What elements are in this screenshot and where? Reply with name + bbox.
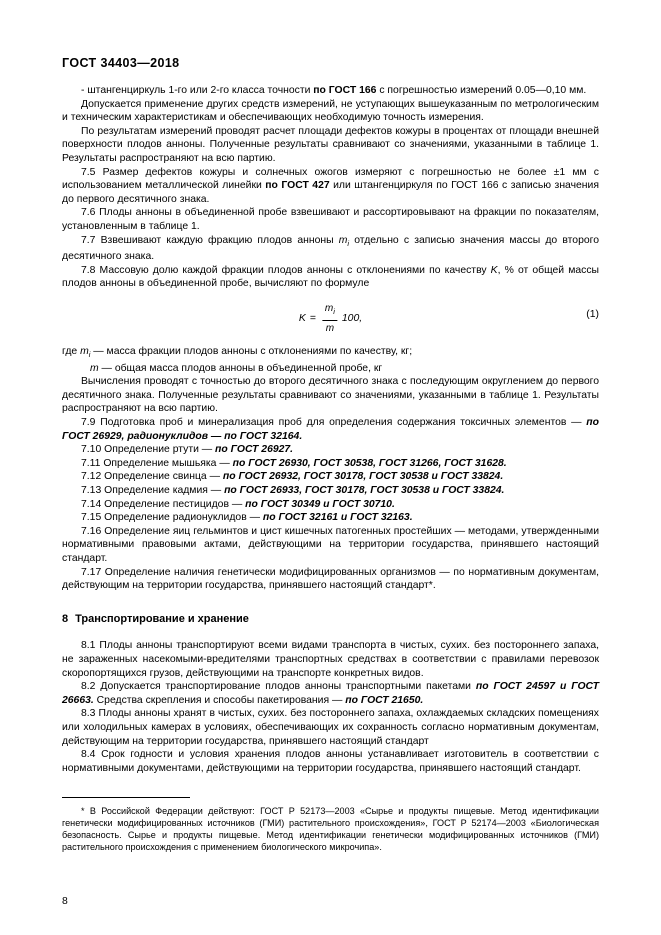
paragraph-calculation: Вычисления проводят с точностью до второго десятичного знака с последующим округлением до первого десятичного знака. Полученные результаты сравнивают со значениями, указанными в таблице 1. Результаты распространяют на всю партию.: [62, 376, 599, 415]
paragraph-7-8: [62, 264, 599, 291]
paragraph-7-9: [62, 416, 599, 443]
footnote-divider: [62, 797, 190, 798]
clause-7-8-symbol-k: K: [490, 264, 498, 276]
clause-7-8-text-1: 7.8 Массовую долю каждой фракции плодов анноны с отклонениями по качеству: [81, 264, 491, 276]
paragraph-7-15: [62, 511, 599, 525]
paragraph-allow-other: Допускается применение других средств измерений, не уступающих вышеуказанным по метрологическим и техническим характеристикам и обеспечивающих необходимую точность измерения.: [62, 98, 599, 124]
clause-7-7-symbol-m: m: [338, 234, 348, 246]
paragraph-8-4: 8.4 Срок годности и условия хранения плодов анноны устанавливает изготовитель в соответствии с нормативными документами, действующими на территории государства, принявшего настоящий стандарт.: [62, 749, 599, 774]
clause-7-5-text-2: или штангенциркуля по ГОСТ 166 с записью значения до первого десятичного знака.: [62, 180, 599, 205]
paragraph-7-11: [62, 457, 599, 471]
page-number: 8: [62, 896, 68, 907]
paragraph-where-1: [62, 345, 599, 362]
clause-7-5-text-1: 7.5 Размер дефектов кожуры и солнечных ожогов измеряют с погрешностью не более ±1 мм с использованием металлической линейки: [62, 166, 599, 192]
formula-lhs: K: [298, 312, 306, 324]
paragraph-results: По результатам измерений проводят расчет площади дефектов кожуры в процентах от площади внешней поверхности плодов анноны. Полученные результаты сравнивают со значениями, указанными в таблице 1. Результаты распространяют на всю партию.: [62, 125, 599, 164]
clause-7-10-text: 7.10 Определение ртути —: [81, 444, 216, 456]
clause-7-11-gost: по ГОСТ 26930, ГОСТ 30538, ГОСТ 31266, ГОСТ 31628.: [232, 457, 507, 469]
caliper-text-2: с погрешностью измерений 0.05—0,10 мм.: [376, 85, 587, 96]
caliper-text-1: - штангенциркуль 1-го или 2-го класса точности: [81, 85, 314, 96]
clause-8-2-text-1: 8.2 Допускается транспортирование плодов анноны транспортными пакетами: [81, 681, 476, 693]
where-desc-1: — масса фракции плодов анноны с отклонениями по качеству, кг;: [90, 345, 413, 357]
where-symbol-m: m: [80, 345, 89, 357]
formula-tail: 100,: [341, 312, 363, 324]
footnote-text: * В Российской Федерации действуют: ГОСТ Р 52173—2003 «Сырье и продукты пищевые. Метод идентификации генетически модифицированных источников (ГМИ) растительного происхождения», ГОСТ Р 52174—2003 «Биологическая безопасность. Сырье и продукты пищевые. Метод идентификации генетически модифицированных источников (ГМИ) растительного происхождения с применением биологического микрочипа».: [62, 806, 599, 853]
section-title-text: Транспортирование и хранение: [75, 612, 249, 625]
clause-7-11-text: 7.11 Определение мышьяка —: [81, 457, 233, 469]
clause-7-14-text: 7.14 Определение пестицидов —: [81, 498, 246, 510]
clause-7-12-gost: по ГОСТ 26932, ГОСТ 30178, ГОСТ 30538 и ГОСТ 33824.: [222, 471, 504, 483]
formula-numerator: [322, 302, 338, 320]
paragraph-7-10: [62, 443, 599, 457]
paragraph-7-16: 7.16 Определение яиц гельминтов и цист кишечных патогенных простейших — методами, утвержденными нормативными правовыми актами, действующими на территории государства, принявшего настоящий стандарт.: [62, 525, 599, 564]
clause-7-7-text-2: отдельно с записью значения массы до второго десятичного знака.: [62, 234, 599, 263]
clause-8-2-text-2: Средства скрепления и способы пакетирования —: [93, 694, 346, 706]
clause-7-15-gost: по ГОСТ 32161 и ГОСТ 32163.: [262, 512, 413, 524]
paragraph-7-7: [62, 234, 599, 264]
clause-7-9-gost: по ГОСТ 26929, радионуклидов — по ГОСТ 32164.: [62, 417, 599, 442]
paragraph-7-12: [62, 470, 599, 484]
formula-fraction: [322, 302, 338, 335]
where-symbol-m-sub: i: [88, 350, 91, 360]
clause-7-9-text: 7.9 Подготовка проб и минерализация проб для определения содержания токсичных элементов —: [81, 417, 587, 429]
clause-7-15-text: 7.15 Определение радионуклидов —: [81, 512, 263, 524]
paragraph-7-6: 7.6 Плоды анноны в объединенной пробе взвешивают и рассортировывают на фракции по показателям, установленным в таблице 1.: [62, 207, 599, 232]
paragraph-7-17: 7.17 Определение наличия генетически модифицированных организмов — по нормативным документам, действующим на территории государства, принявшего настоящий стандарт*.: [62, 566, 599, 592]
clause-7-12-text: 7.12 Определение свинца —: [81, 471, 223, 483]
section-number: 8: [62, 612, 69, 625]
clause-7-8-text-2: , % от общей массы плодов анноны в объединенной пробе, вычисляют по формуле: [62, 264, 600, 290]
clause-7-5-gost-427: по ГОСТ 427: [265, 180, 330, 192]
formula-number: (1): [586, 308, 599, 320]
document-header: ГОСТ 34403—2018: [62, 56, 180, 70]
clause-7-7-symbol-m-sub: i: [347, 238, 350, 248]
clause-7-13-gost: по ГОСТ 26933, ГОСТ 30178, ГОСТ 30538 и ГОСТ 33824.: [224, 485, 505, 496]
paragraph-8-2: [62, 680, 599, 707]
formula-numerator-m: m: [324, 302, 334, 314]
document-body: [62, 84, 599, 775]
clause-7-7-text-1: 7.7 Взвешивают каждую фракцию плодов анноны: [81, 234, 339, 246]
clause-7-10-gost: по ГОСТ 26927.: [215, 444, 294, 456]
paragraph-where-2: [62, 362, 599, 376]
where-label: где: [62, 345, 81, 357]
formula-expression: [299, 302, 362, 335]
clause-8-2-gost-2: по ГОСТ 21650.: [345, 694, 424, 706]
formula-denominator: m: [323, 320, 337, 336]
footnote-block: [62, 805, 599, 853]
paragraph-7-14: [62, 498, 599, 512]
paragraph-caliper: [62, 84, 599, 98]
formula-block: [62, 300, 599, 336]
formula-equals: =: [309, 312, 316, 324]
formula-numerator-sub: i: [333, 306, 335, 316]
paragraph-8-3: 8.3 Плоды анноны хранят в чистых, сухих. без постороннего запаха, охлаждаемых складских помещениях или холодильных камерах в условиях, обеспечивающих их сохранность согласно нормативным документам, действующим на территории государства, принявшего настоящий стандарт: [62, 708, 599, 747]
clause-7-13-text: 7.13 Определение кадмия —: [81, 485, 225, 496]
clause-7-14-gost: по ГОСТ 30349 и ГОСТ 30710.: [245, 498, 395, 510]
section-heading-8: [62, 613, 599, 627]
clause-8-2-gost-1: по ГОСТ 24597 и ГОСТ 26663.: [62, 681, 599, 706]
where2-symbol-m: m: [90, 362, 99, 374]
where-desc-2: — общая масса плодов анноны в объединенной пробе, кг: [98, 362, 383, 374]
paragraph-8-1: 8.1 Плоды анноны транспортируют всеми видами транспорта в чистых, сухих. без постороннего запаха, не зараженных насекомыми-вредителями транспортных средствах в соответствии с правилами перевозок скоропортящихся грузов, действующими на транспорте конкретных видов.: [62, 640, 599, 679]
caliper-gost-166: по ГОСТ 166: [313, 85, 377, 96]
paragraph-7-13: [62, 484, 599, 498]
paragraph-7-5: [62, 166, 599, 207]
